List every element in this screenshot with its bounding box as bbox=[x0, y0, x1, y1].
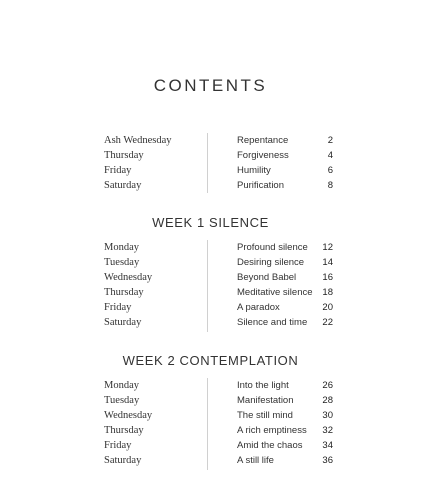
entry-topic: Repentance bbox=[237, 135, 289, 146]
entry-day: Friday bbox=[104, 165, 132, 176]
entry-day: Wednesday bbox=[104, 272, 153, 283]
entry-day: Monday bbox=[104, 380, 139, 391]
contents-entry bbox=[0, 242, 421, 257]
contents-entry bbox=[0, 287, 421, 302]
contents-entry bbox=[0, 180, 421, 195]
entry-page-number: 22 bbox=[322, 317, 333, 328]
entry-page-number: 30 bbox=[322, 410, 333, 421]
entry-topic: Profound silence bbox=[237, 242, 308, 253]
contents-entry bbox=[0, 165, 421, 180]
contents-entry bbox=[0, 425, 421, 440]
entry-day: Thursday bbox=[104, 287, 144, 298]
entry-page-number: 20 bbox=[322, 302, 333, 313]
entry-day: Tuesday bbox=[104, 395, 140, 406]
entry-topic: Humility bbox=[237, 165, 271, 176]
entry-topic: Silence and time bbox=[237, 317, 308, 328]
entry-day: Thursday bbox=[104, 425, 144, 436]
entry-topic: Desiring silence bbox=[237, 257, 305, 268]
contents-entry bbox=[0, 317, 421, 332]
entry-day: Thursday bbox=[104, 150, 144, 161]
section-heading: WEEK 1 SILENCE bbox=[152, 215, 269, 230]
entry-page-number: 26 bbox=[322, 380, 333, 391]
entry-page-number: 14 bbox=[322, 257, 333, 268]
contents-entry bbox=[0, 395, 421, 410]
entry-day: Saturday bbox=[104, 455, 142, 466]
contents-entry bbox=[0, 380, 421, 395]
entry-day: Wednesday bbox=[104, 410, 153, 421]
page-title: CONTENTS bbox=[153, 76, 268, 95]
entry-page-number: 28 bbox=[322, 395, 333, 406]
contents-entry bbox=[0, 135, 421, 150]
contents-entry bbox=[0, 302, 421, 317]
contents-entry bbox=[0, 440, 421, 455]
entry-topic: Purification bbox=[237, 180, 284, 191]
entry-topic: Manifestation bbox=[237, 395, 294, 406]
entry-topic: A still life bbox=[237, 455, 274, 466]
entry-page-number: 4 bbox=[327, 150, 333, 161]
entry-page-number: 16 bbox=[322, 272, 333, 283]
contents-entry bbox=[0, 410, 421, 425]
entry-day: Saturday bbox=[104, 180, 142, 191]
section-heading: WEEK 2 CONTEMPLATION bbox=[122, 353, 299, 368]
entry-day: Friday bbox=[104, 302, 132, 313]
entry-page-number: 34 bbox=[322, 440, 333, 451]
entry-day: Monday bbox=[104, 242, 139, 253]
contents-entry bbox=[0, 257, 421, 272]
entry-page-number: 36 bbox=[322, 455, 333, 466]
entry-topic: A rich emptiness bbox=[237, 425, 307, 436]
entry-topic: Beyond Babel bbox=[237, 272, 297, 283]
contents-entry bbox=[0, 150, 421, 165]
entry-topic: Into the light bbox=[237, 380, 289, 391]
entry-day: Friday bbox=[104, 440, 132, 451]
entry-day: Tuesday bbox=[104, 257, 140, 268]
entry-page-number: 2 bbox=[327, 135, 333, 146]
entry-page-number: 8 bbox=[327, 180, 333, 191]
entry-page-number: 12 bbox=[322, 242, 333, 253]
entry-day: Saturday bbox=[104, 317, 142, 328]
entry-topic: Amid the chaos bbox=[237, 440, 303, 451]
entry-page-number: 18 bbox=[322, 287, 333, 298]
entry-topic: The still mind bbox=[237, 410, 293, 421]
contents-entry bbox=[0, 455, 421, 470]
entry-topic: Meditative silence bbox=[237, 287, 313, 298]
entry-day: Ash Wednesday bbox=[104, 135, 172, 146]
entry-page-number: 32 bbox=[322, 425, 333, 436]
entry-topic: Forgiveness bbox=[237, 150, 289, 161]
entry-topic: A paradox bbox=[237, 302, 280, 313]
entry-page-number: 6 bbox=[327, 165, 333, 176]
contents-entry bbox=[0, 272, 421, 287]
